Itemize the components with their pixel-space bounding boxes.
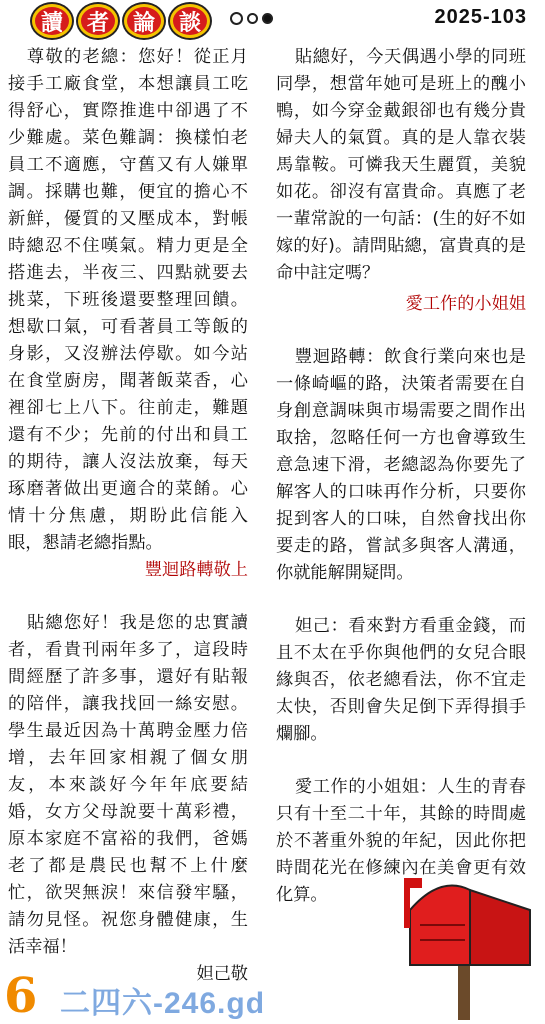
reply-text: ：看來對方看重金錢，而且不太在乎你與他們的女兒合眼緣與否，依老總看法，你不宜走太快，否則會失足倒下弄得損手爛腳。 (276, 616, 526, 744)
issue-number: 2025-103 (434, 6, 527, 28)
reply-paragraph (276, 344, 526, 587)
site-logo-text: 二四六-246.gd (60, 987, 266, 1020)
decorative-dots (230, 12, 273, 25)
left-column (8, 44, 248, 988)
letter-signature: 愛工作的小姐姐 (405, 294, 526, 314)
letter-text: 貼總好，今天偶遇小學的同班同學，想當年她可是班上的醜小鴨，如今穿金戴銀卻也有幾分貴婦夫人的氣質。真的是人靠衣裝馬靠鞍。可憐我天生麗質，美貌如花。卻沒有富貴命。真應了老一輩常說的一句話：(生的好不如嫁的好)。請問貼總，富貴真的是命中註定嗎？ (276, 47, 526, 283)
reply-text: ：飲食行業向來也是一條崎嶇的路，決策者需要在自身創意調味與市場需要之間作出取捨，忽略任何一方也會導致生意急速下滑，老總認為你要先了解客人的口味再作分析，只要你捉到客人的口味，自然會找出你要走的路，嘗試多與客人溝通，你就能解開疑問。 (276, 347, 526, 583)
title-char: 談 (170, 4, 210, 38)
reply-name: 妲己 (294, 616, 331, 636)
page-header (0, 0, 545, 40)
right-column (276, 44, 526, 909)
mailbox-illustration (400, 870, 535, 1020)
title-char: 論 (124, 4, 164, 38)
site-logo-number: 6 (4, 968, 38, 1024)
letter-text: 尊敬的老總：您好！從正月接手工廠食堂，本想讓員工吃得舒心，實際推進中卻遇了不少難處。菜色難調：換樣怕老員工不適應，守舊又有人嫌單調。採購也難，便宜的擔心不新鮮，優質的又壓成本，對帳時總忍不住嘆氣。精力更是全搭進去，半夜三、四點就要去挑菜，下班後還要整理回饋。想歇口氣，可看著員工等飯的身影，又沒辦法停歇。如今站在食堂廚房，聞著飯菜香，心裡卻七上八下。往前走，難題還有不少；先前的付出和員工的期待，讓人沒法放棄，每天琢磨著做出更適合的菜餚。心情十分焦慮，期盼此信能入眼，懇請老總指點。 (8, 47, 248, 553)
circle-icon (230, 12, 243, 25)
reply-text: ：人生的青春只有十至二十年，其餘的時間處於不著重外貌的年紀，因此你把時間花光在修練內在美會更有效化算。 (276, 777, 526, 905)
column-title (32, 4, 210, 38)
reply-name: 豐迴路轉 (294, 347, 367, 367)
reply-name: 愛工作的小姐姐 (294, 777, 420, 797)
title-char: 者 (78, 4, 118, 38)
letter-signature: 豐迴路轉敬上 (144, 560, 248, 580)
reply-paragraph (276, 613, 526, 748)
circle-icon (247, 13, 258, 24)
letter-text: 貼總您好！我是您的忠實讀者，看貴刊兩年多了，這段時間經歷了許多事，還好有貼報的陪伴，讓我找回一絲安慰。學生最近因為十萬聘金壓力倍增，去年回家相親了個女朋友，本來談好今年年底要結婚，女方父母說要十萬彩禮，原本家庭不富裕的我們，爸媽老了都是農民也幫不上什麼忙，欲哭無淚！來信發牢騷，請勿見怪。祝您身體健康，生活幸福！ (8, 613, 248, 957)
title-char: 讀 (32, 4, 72, 38)
filled-circle-icon (262, 13, 273, 24)
letter-signature: 妲己敬 (196, 964, 248, 984)
